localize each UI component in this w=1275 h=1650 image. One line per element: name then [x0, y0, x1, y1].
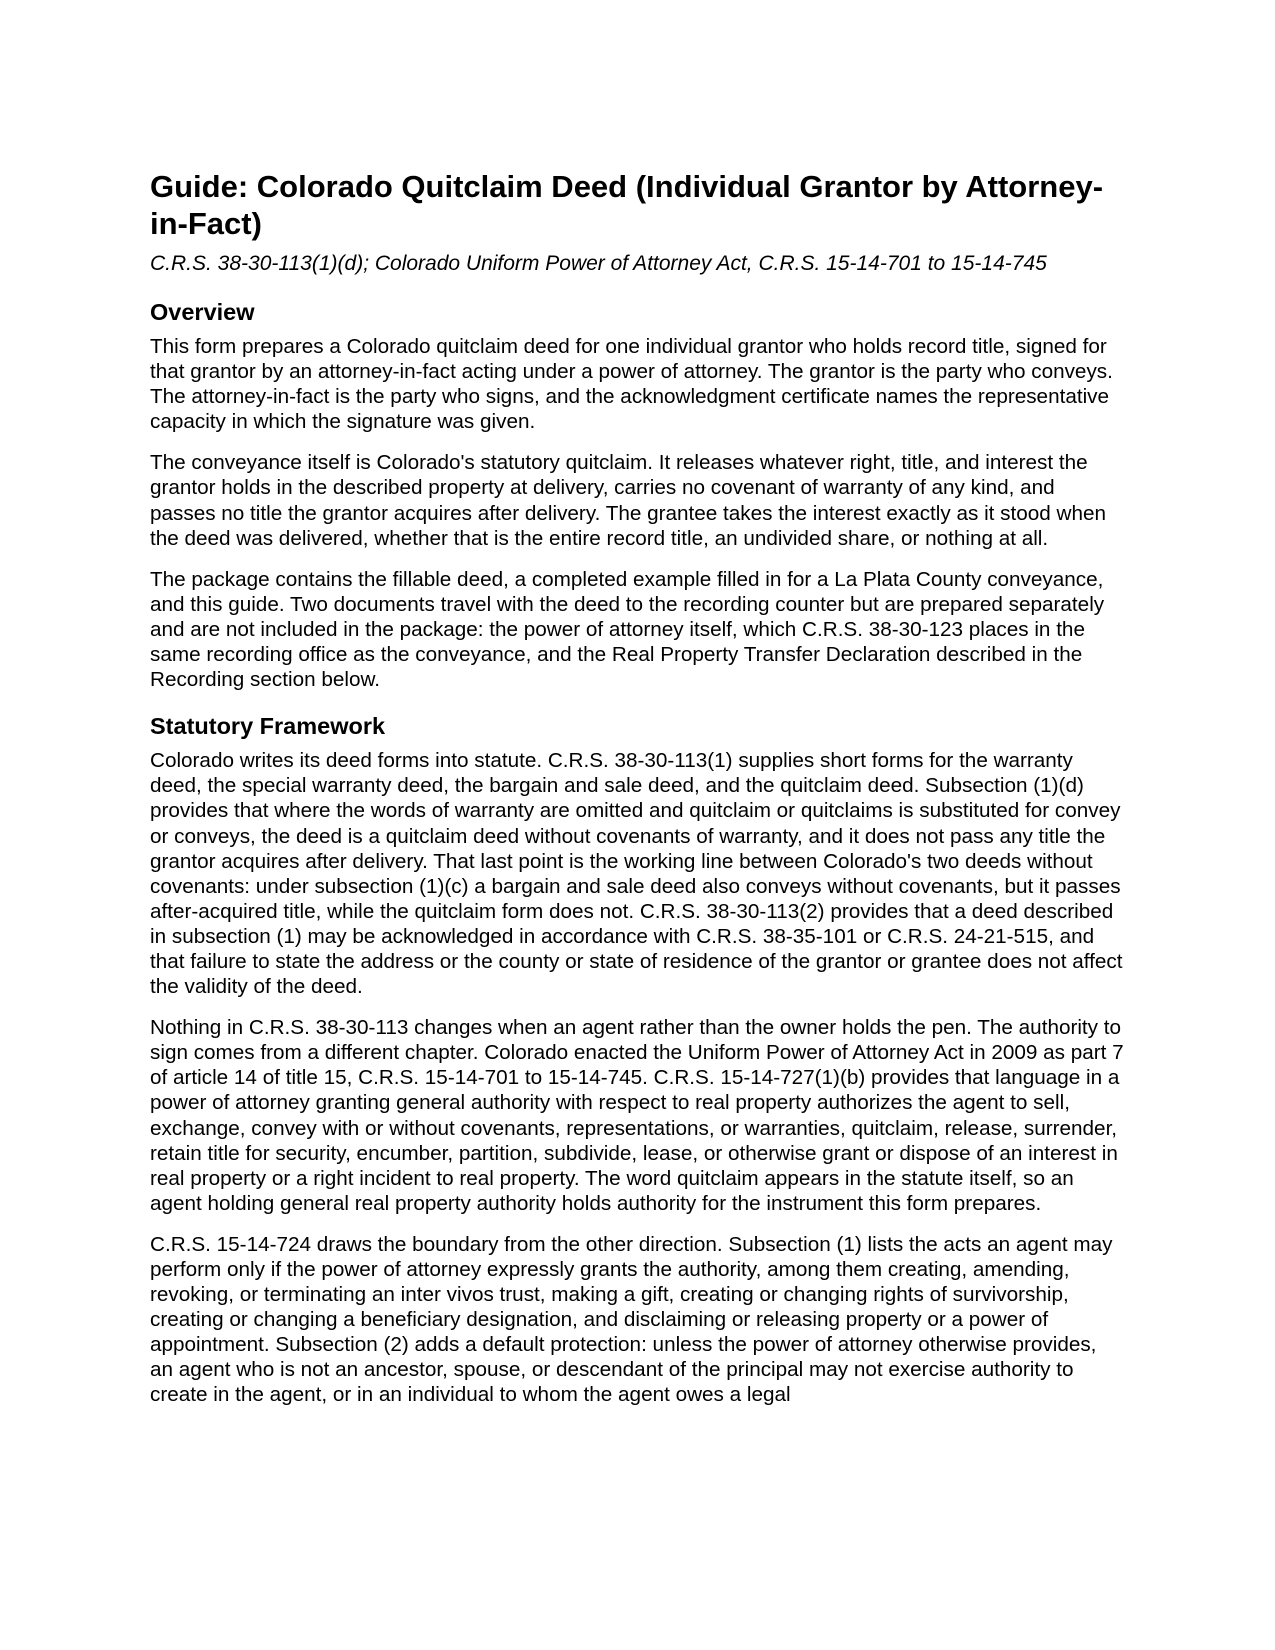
page-title: Guide: Colorado Quitclaim Deed (Individual Grantor by Attorney-in-Fact) [150, 169, 1104, 241]
paragraph: Colorado writes its deed forms into statute. C.R.S. 38-30-113(1) supplies short forms for the warranty deed, the special warranty deed, the bargain and sale deed, and the quitclaim deed. Subsection (1)(d) provides that where the words of warranty are omitted and quitclaim or quitclaims is substituted for convey or conveys, the deed is a quitclaim deed without covenants of warranty, and it does not pass any title the grantor acquires after delivery. That last point is the working line between Colorado's two deeds without covenants: under subsection (1)(c) a bargain and sale deed also conveys without covenants, but it passes after-acquired title, while the quitclaim form does not. C.R.S. 38-30-113(2) provides that a deed described in subsection (1) may be acknowledged in accordance with C.R.S. 38-35-101 or C.R.S. 24-21-515, and that failure to state the address or the county or state of residence of the grantor or grantee does not affect the validity of the deed. [150, 749, 1123, 999]
statute-citation: C.R.S. 38-30-113(1)(d); Colorado Uniform Power of Attorney Act, C.R.S. 15-14-701 to 15-14-745 [150, 252, 1047, 275]
paragraph: The conveyance itself is Colorado's statutory quitclaim. It releases whatever right, title, and interest the grantor holds in the described property at delivery, carries no covenant of warranty of any kind, and passes no title the grantor acquires after delivery. The grantee takes the interest exactly as it stood when the deed was delivered, whether that is the entire record title, an undivided share, or nothing at all. [150, 451, 1106, 550]
document-page [150, 168, 1125, 1424]
paragraph: Nothing in C.R.S. 38-30-113 changes when an agent rather than the owner holds the pen. The authority to sign comes from a different chapter. Colorado enacted the Uniform Power of Attorney Act in 2009 as part 7 of article 14 of title 15, C.R.S. 15-14-701 to 15-14-745. C.R.S. 15-14-727(1)(b) provides that language in a power of attorney granting general authority with respect to real property authorizes the agent to sell, exchange, convey with or without covenants, representations, or warranties, quitclaim, release, surrender, retain title for security, encumber, partition, subdivide, lease, or otherwise grant or dispose of an interest in real property or a right incident to real property. The word quitclaim appears in the statute itself, so an agent holding general real property authority holds authority for the instrument this form prepares. [150, 1016, 1124, 1215]
section-statutory-framework [150, 712, 1125, 1407]
paragraph: This form prepares a Colorado quitclaim deed for one individual grantor who holds record title, signed for that grantor by an attorney-in-fact acting under a power of attorney. The grantor is the party who conveys. The attorney-in-fact is the party who signs, and the acknowledgment certificate names the representative capacity in which the signature was given. [150, 335, 1113, 434]
section-heading-statutory-framework: Statutory Framework [150, 713, 386, 740]
section-overview [150, 298, 1125, 692]
section-heading-overview: Overview [150, 299, 255, 325]
paragraph: The package contains the fillable deed, a completed example filled in for a La Plata County conveyance, and this guide. Two documents travel with the deed to the recording counter but are prepared separately and are not included in the package: the power of attorney itself, which C.R.S. 38-30-123 places in the same recording office as the conveyance, and the Real Property Transfer Declaration described in the Recording section below. [150, 567, 1105, 692]
paragraph: C.R.S. 15-14-724 draws the boundary from the other direction. Subsection (1) lists the acts an agent may perform only if the power of attorney expressly grants the authority, among them creating, amending, revoking, or terminating an inter vivos trust, making a gift, creating or changing rights of survivorship, creating or changing a beneficiary designation, and disclaiming or releasing property or a power of appointment. Subsection (2) adds a default protection: unless the power of attorney otherwise provides, an agent who is not an ancestor, spouse, or descendant of the principal may not exercise authority to create in the agent, or in an individual to whom the agent owes a legal [150, 1232, 1113, 1407]
